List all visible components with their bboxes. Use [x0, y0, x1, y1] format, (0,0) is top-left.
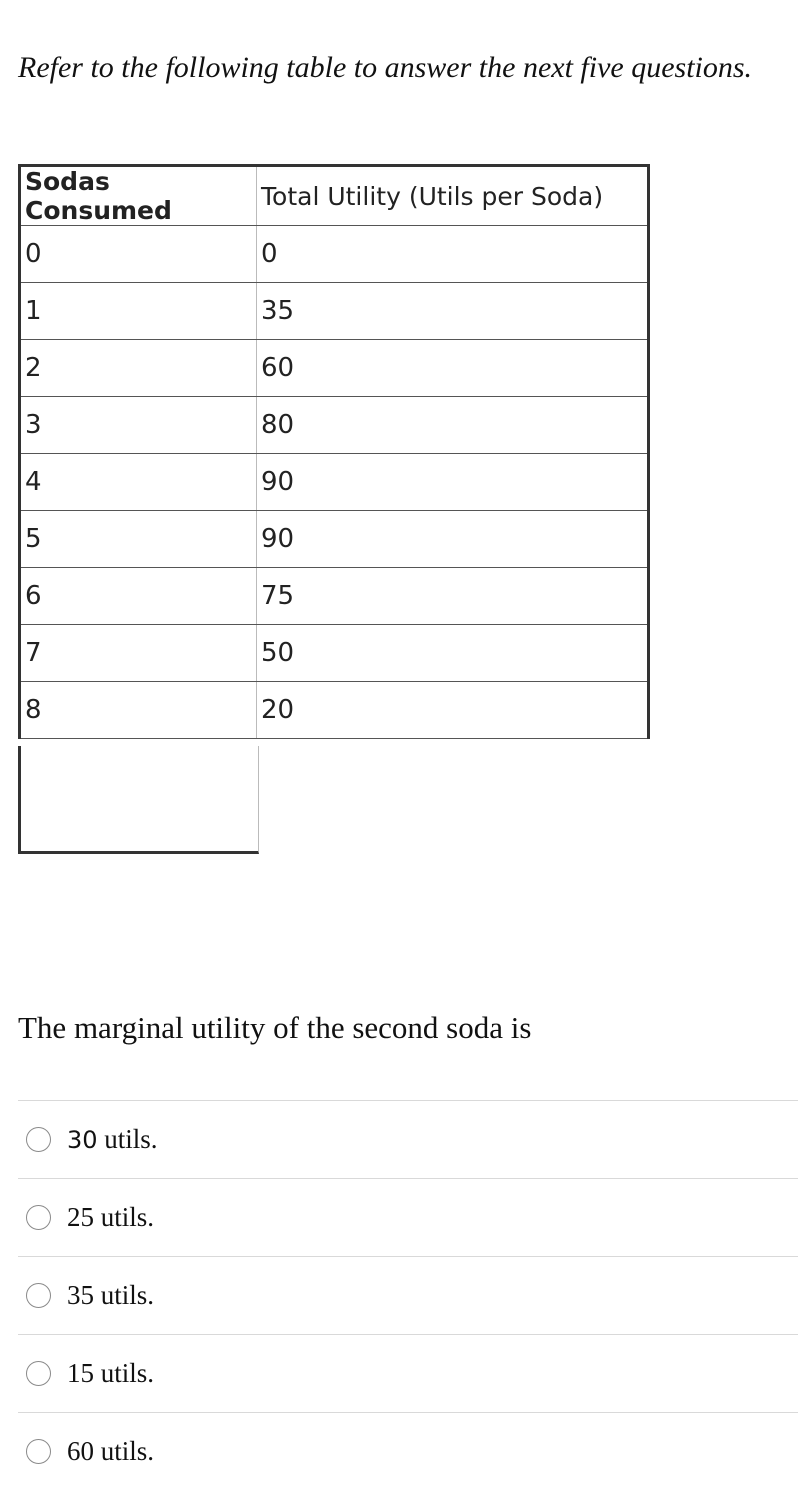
table-row — [20, 397, 649, 454]
answer-label[interactable]: 15 utils. — [67, 1358, 155, 1388]
table-row — [20, 625, 649, 682]
cell-utility: 90 — [257, 454, 649, 511]
answer-option[interactable] — [18, 1256, 798, 1334]
cell-utility: 90 — [257, 511, 649, 568]
table-row — [20, 340, 649, 397]
cell-sodas: 1 — [20, 283, 257, 340]
radio-button[interactable] — [26, 1361, 51, 1386]
radio-button[interactable] — [26, 1439, 51, 1464]
cell-utility: 35 — [257, 283, 649, 340]
table-row — [20, 511, 649, 568]
cell-utility: 75 — [257, 568, 649, 625]
radio-button[interactable] — [26, 1283, 51, 1308]
answer-label[interactable]: 60 utils. — [67, 1436, 155, 1466]
table-row — [20, 682, 649, 739]
cell-sodas: 4 — [20, 454, 257, 511]
answer-label[interactable]: 35 utils. — [67, 1280, 155, 1310]
cell-utility: 0 — [257, 226, 649, 283]
cell-sodas: 7 — [20, 625, 257, 682]
cell-utility: 60 — [257, 340, 649, 397]
header-sodas-consumed: Sodas Consumed — [20, 166, 257, 226]
table-row — [20, 568, 649, 625]
answer-list — [18, 1100, 798, 1490]
table-row — [20, 226, 649, 283]
answer-label[interactable]: 25 utils. — [67, 1202, 155, 1232]
cell-sodas: 6 — [20, 568, 257, 625]
header-total-utility: Total Utility (Utils per Soda) — [257, 166, 649, 226]
cell-sodas: 3 — [20, 397, 257, 454]
radio-button[interactable] — [26, 1127, 51, 1152]
cell-sodas: 5 — [20, 511, 257, 568]
table-row — [20, 454, 649, 511]
table-row — [20, 283, 649, 340]
question-text: The marginal utility of the second soda is — [18, 1010, 532, 1045]
table-header-row — [20, 166, 649, 226]
empty-table-cell — [18, 746, 259, 854]
cell-sodas: 8 — [20, 682, 257, 739]
answer-option[interactable] — [18, 1334, 798, 1412]
radio-button[interactable] — [26, 1205, 51, 1230]
cell-utility: 80 — [257, 397, 649, 454]
cell-sodas: 2 — [20, 340, 257, 397]
cell-utility: 20 — [257, 682, 649, 739]
utility-table-container — [18, 164, 650, 739]
cell-utility: 50 — [257, 625, 649, 682]
question-intro: Refer to the following table to answer the next five questions. — [18, 51, 753, 84]
cell-sodas: 0 — [20, 226, 257, 283]
utility-table — [18, 164, 650, 739]
answer-option[interactable] — [18, 1178, 798, 1256]
answer-option[interactable] — [18, 1412, 798, 1490]
answer-label[interactable]: 30 utils. — [67, 1124, 158, 1154]
answer-option[interactable] — [18, 1100, 798, 1178]
